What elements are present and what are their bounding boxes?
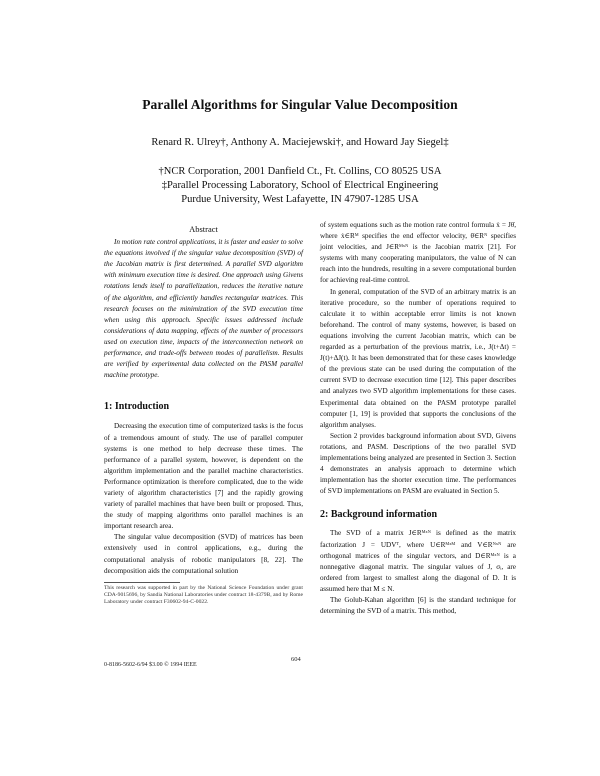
right-column <box>320 220 516 617</box>
footnote-rule <box>104 582 180 583</box>
paper-authors: Renard R. Ulrey†, Anthony A. Maciejewski†, and Howard Jay Siegel‡ <box>151 137 449 148</box>
paper-title: Parallel Algorithms for Singular Value Decomposition <box>142 97 458 112</box>
right-paragraph-1: of system equations such as the motion rate control formula ẋ = Jθ̇, where ẋ∈Rᴹ specifies the end effector velocity, θ̇∈Rᴺ specifies joint velocities, and J∈Rᴹˣᴺ is the Jacobian matrix [21]. For systems with many cooperating manipulators, the value of N can reach into the hundreds, resulting in a severe computational burden for achieving real-time control. <box>320 221 516 285</box>
section-1-heading: 1: Introduction <box>104 401 170 413</box>
abstract-heading: Abstract <box>189 224 218 234</box>
intro-paragraph-1: Decreasing the execution time of computerized tasks is the focus of a tremendous amount of study. The use of parallel computer systems is one method to help decrease these times. The performance of a parallel system, however, is dependent on the algorithm implementation and the parallel machine characteristics. Performance optimization is therefore complicated, due to the wide variety of algorithm characteristics [7] and the rapidly growing variety of parallel machines that have been built or proposed. Thus, the study of mapping algorithms onto parallel machines is an important research area. <box>104 422 303 531</box>
background-paragraph-1: The SVD of a matrix J∈Rᴹˣᴺ is defined as the matrix factorization J = UDVᵀ, where U∈Rᴹˣᴹ and V∈Rᴺˣᴺ are orthogonal matrices of the singular vectors, and D∈Rᴹˣᴺ is a nonnegative diagonal matrix. The singular values of J, σᵢ, are ordered from largest to smallest along the diagonal of D. It is assumed here that M ≤ N. <box>320 529 516 593</box>
copyright-line: 0-8186-5602-6/94 $3.00 © 1994 IEEE <box>104 662 197 668</box>
affiliation-3: Purdue University, West Lafayette, IN 47907-1285 USA <box>181 194 419 205</box>
affiliation-1: †NCR Corporation, 2001 Danfield Ct., Ft. Collins, CO 80525 USA <box>158 166 442 177</box>
section-2-heading: 2: Background information <box>320 509 438 521</box>
right-paragraph-2: In general, computation of the SVD of an arbitrary matrix is an iterative procedure, so the number of operations required to calculate it to within acceptable error limits is not known beforehand. The control of many systems, however, is based on equations involving the current Jacobian matrix, which can be regarded as a perturbation of the previous matrix, i.e., J(t+Δt) = J(t)+ΔJ(t). It has been demonstrated that for these cases knowledge of the previous state can be used during the computation of the current SVD to decrease execution time [12]. This paper describes and analyzes two SVD algorithm implementations for these cases. Experimental data obtained on the PASM prototype parallel computer [1, 19] is provided that supports the conclusions of the algorithm analyses. <box>320 287 516 429</box>
left-column <box>104 224 303 606</box>
background-paragraph-2: The Golub-Kahan algorithm [6] is the standard technique for determining the SVD of a matrix. This method, <box>320 596 516 616</box>
intro-paragraph-2: The singular value decomposition (SVD) of matrices has been extensively used in control applications, e.g., during the computational analysis of robotic manipulators [8, 22]. The decomposition aids the computational solution <box>104 533 303 575</box>
affiliation-2: ‡Parallel Processing Laboratory, School of Electrical Engineering <box>161 180 439 191</box>
right-paragraph-3: Section 2 provides background information about SVD, Givens rotations, and PASM. Descriptions of the two parallel SVD implementations being analyzed are presented in Section 3. Section 4 demonstrates an analysis approach to determine which implementation has the shorter execution time. The performances of SVD implementations on PASM are evaluated in Section 5. <box>320 431 516 496</box>
abstract-text: In motion rate control applications, it is faster and easier to solve the equations involved if the singular value decomposition (SVD) of the Jacobian matrix is first determined. A parallel SVD algorithm with minimum execution time is desired. One approach using Givens rotations lends itself to parallelization, reduces the iterative nature of the algorithm, and efficiently handles rectangular matrices. This research focuses on the minimization of the SVD execution time when using this approach. Specific issues addressed include considerations of data mapping, effects of the number of processors used on execution time, impacts of the interconnection network on performance, and trade-offs between modes of parallelism. Results are verified by experimental data collected on the PASM parallel machine prototype. <box>104 238 303 380</box>
footnote: This research was supported in part by the National Science Foundation under grant CDA-9015696, by Sandia National Laboratories under contract 18-4379B, and by Rome Laboratory under contract F30602-94-C-0022. <box>104 584 303 606</box>
page-number: 604 <box>291 656 301 663</box>
